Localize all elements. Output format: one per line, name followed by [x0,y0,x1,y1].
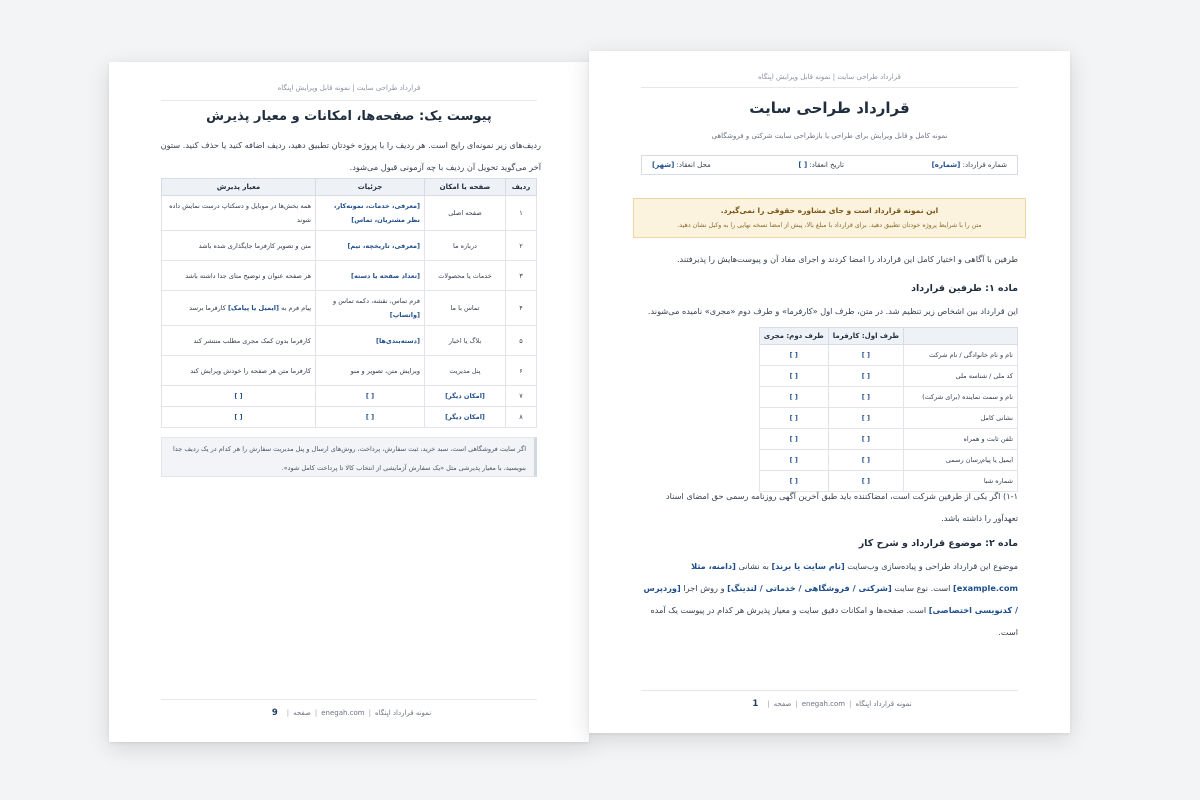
page-footer [589,699,1070,709]
warning-title: این نمونه قرارداد است و جای مشاوره حقوقی را نمی‌گیرد. [720,206,939,215]
col-header-criteria: معیار پذیرش [162,179,316,196]
running-head: قرارداد طراحی سایت | نمونه قابل ویرایش ایِنگاه [277,84,421,92]
contractor-value: [ ] [759,429,828,450]
row-number: ۱ [506,196,537,231]
table-row [162,291,537,326]
footer-divider [641,690,1018,691]
row-details: [ ] [316,407,425,428]
field-label: کد ملی / شناسه ملی [904,366,1018,387]
row-number: ۸ [506,407,537,428]
features-table [161,178,537,428]
article-1-text: این قرارداد بین اشخاص زیر تنظیم شد. در متن، طرف اول «کارفرما» و طرف دوم «مجری» نامیده می‌شوند. [647,306,1018,316]
footer-separator: | [368,709,371,717]
footer-page-word: صفحه [773,700,792,708]
running-head: قرارداد طراحی سایت | نمونه قابل ویرایش ایِنگاه [758,73,901,81]
col-header-row-number: ردیف [506,179,537,196]
table-row [162,356,537,386]
page-number: 9 [271,708,278,718]
contract-date [798,161,844,169]
contract-date-label: تاریخ انعقاد: [809,161,844,169]
contractor-value: [ ] [759,387,828,408]
row-criteria: متن و تصویر کارفرما جایگذاری شده باشد [162,231,316,261]
field-label: نام و سمت نماینده (برای شرکت) [904,387,1018,408]
row-item: خدمات یا محصولات [425,261,506,291]
contractor-value: [ ] [759,471,828,492]
contract-number-label: شماره قرارداد: [962,161,1007,169]
contract-number [932,161,1007,169]
row-criteria: هر صفحه عنوان و توضیح متای جدا داشته باشد [162,261,316,291]
col-header-page: صفحه یا امکان [425,179,506,196]
details-placeholder: [واتساپ] [389,311,420,319]
row-item: [امکان دیگر] [425,386,506,407]
details-text: فرم تماس، نقشه، دکمه تماس و [333,297,420,305]
document-title: قرارداد طراحی سایت [749,99,910,117]
row-criteria: کارفرما متن هر صفحه را خودش ویرایش کند [162,356,316,386]
clause-1-1: ۱-۱) اگر یکی از طرفین شرکت است، امضاکننده باید طبق آخرین آگهی روزنامه رسمی حق امضای اسناد تعهدآور را داشته باشد. [666,491,1018,523]
row-details: ویرایش متن، تصویر و منو [316,356,425,386]
a2-text-4: و روش اجرا [683,583,725,593]
footer-brand: نمونه قرارداد ایِنگاه [375,709,432,717]
criteria-text-post: کارفرما برسد [189,304,226,312]
contractor-value: [ ] [759,450,828,471]
footer-page-word: صفحه [293,709,311,717]
table-row [759,387,1017,408]
row-item: صفحه اصلی [425,196,506,231]
criteria-text-pre: پیام فرم به [281,304,311,312]
row-details: [معرفی، تاریخچه، تیم] [316,231,425,261]
intro-paragraph: طرفین با آگاهی و اختیار کامل این قرارداد را امضا کردند و اجرای مفاد آن و پیوست‌هایش را پذیرفتند. [676,254,1018,264]
employer-value: [ ] [828,387,903,408]
field-label: شماره شبا [904,471,1018,492]
contract-place-label: محل انعقاد: [676,161,711,169]
row-number: ۶ [506,356,537,386]
contract-place-value: [شهر] [652,161,675,169]
table-row [759,429,1017,450]
row-item: پنل مدیریت [425,356,506,386]
employer-value: [ ] [828,450,903,471]
row-item: بلاگ یا اخبار [425,326,506,356]
header-divider [641,87,1018,88]
page-title: پیوست یک: صفحه‌ها، امکانات و معیار پذیرش [206,109,492,124]
row-criteria: کارفرما بدون کمک مجری مطلب منتشر کند [162,326,316,356]
table-header-row [759,328,1017,345]
table-row [759,450,1017,471]
field-label: نام و نام خانوادگی / نام شرکت [904,345,1018,366]
row-details: [دسته‌بندی‌ها] [316,326,425,356]
row-number: ۴ [506,291,537,326]
footer-brand: نمونه قرارداد ایِنگاه [855,700,912,708]
header-divider [161,100,537,101]
footer-site: enegah.com [321,709,365,717]
row-criteria: [ ] [162,407,316,428]
footer-separator: | [314,709,318,717]
table-row [162,326,537,356]
col-header-contractor: طرف دوم: مجری [759,328,828,345]
employer-value: [ ] [828,408,903,429]
table-row [162,196,537,231]
table-row [759,408,1017,429]
field-label: نشانی کامل [904,408,1018,429]
footer-separator: | [795,700,798,708]
article-2-text [641,555,1018,643]
document-subtitle: نمونه کامل و قابل ویرایش برای طراحی یا بازطراحی سایت شرکتی و فروشگاهی [711,132,948,140]
employer-value: [ ] [828,429,903,450]
a2-text-1: موضوع این قرارداد طراحی و پیاده‌سازی وب‌سایت [847,561,1018,571]
criteria-placeholder: [ایمیل یا پیامک] [227,304,279,312]
table-row [162,407,537,428]
site-type-placeholder: [شرکتی / فروشگاهی / خدماتی / لندینگ] [727,583,892,593]
row-criteria: همه بخش‌ها در موبایل و دسکتاپ درست نمایش داده شوند [162,196,316,231]
method-placeholder: [وردپرس / کدنویسی اختصاصی] [643,583,1018,615]
a2-text-3: است. نوع سایت [894,583,951,593]
table-row [162,231,537,261]
contract-meta-box [641,155,1018,175]
shop-note-box: اگر سایت فروشگاهی است، سبد خرید، ثبت سفارش، پرداخت، روش‌های ارسال و پنل مدیریت سفارش را هر کدام در یک ردیف جدا بنویسید، با معیار پذیرشی مثل «یک سفارش آزمایشی از انتخاب کالا تا پرداخت کامل شود». [161,437,537,477]
row-details: [ ] [316,386,425,407]
footer-site: enegah.com [801,700,846,708]
employer-value: [ ] [828,471,903,492]
table-header-row [162,179,537,196]
site-name-placeholder: [نام سایت یا برند] [771,561,845,571]
table-row [759,345,1017,366]
page-footer [109,708,589,718]
employer-value: [ ] [828,345,903,366]
contract-number-value: [شماره] [931,161,961,169]
footer-separator: | [286,709,290,717]
contract-place [652,161,711,169]
row-criteria [162,291,316,326]
footer-separator: | [767,700,770,708]
row-item: تماس با ما [425,291,506,326]
appendix-page [109,62,589,742]
row-details: [تعداد صفحه یا دسته] [316,261,425,291]
col-header-details: جزئیات [316,179,425,196]
table-row [162,261,537,291]
parties-table [759,327,1018,492]
row-details [316,291,425,326]
contractor-value: [ ] [759,408,828,429]
table-row [759,366,1017,387]
contractor-value: [ ] [759,345,828,366]
row-number: ۵ [506,326,537,356]
contractor-value: [ ] [759,366,828,387]
contract-date-value: [ ] [798,161,808,169]
col-header-employer: طرف اول: کارفرما [828,328,903,345]
row-number: ۲ [506,231,537,261]
page-number: 1 [752,699,759,709]
field-label: تلفن ثابت و همراه [904,429,1018,450]
row-number: ۳ [506,261,537,291]
employer-value: [ ] [828,366,903,387]
contract-first-page [589,51,1070,733]
row-number: ۷ [506,386,537,407]
intro-paragraph: ردیف‌های زیر نمونه‌ای رایج است. هر ردیف را با پروژه خودتان تطبیق دهید، ردیف اضافه کنید یا حذف کنید. ستون آخر می‌گوید تحویل آن ردیف با چه آزمونی قبول می‌شود. [160,140,541,172]
a2-text-5: است. صفحه‌ها و امکانات دقیق سایت و معیار پذیرش هر کدام در پیوست یک آمده است. [650,605,1018,637]
row-item: درباره ما [425,231,506,261]
domain-placeholder: [دامنه، مثلا example.com] [691,561,1018,593]
field-label: ایمیل یا پیام‌رسان رسمی [904,450,1018,471]
row-criteria: [ ] [162,386,316,407]
footer-divider [161,699,537,700]
article-2-heading: ماده ۲: موضوع قرارداد و شرح کار [858,538,1018,549]
legal-warning-box [633,198,1026,238]
table-row [162,386,537,407]
footer-separator: | [849,700,852,708]
row-details: [معرفی، خدمات، نمونه‌کار، نظر مشتریان، تماس] [316,196,425,231]
a2-text-2: به نشانی [738,561,769,571]
col-header-field [904,328,1018,345]
warning-text: متن را با شرایط پروژه خودتان تطبیق دهید. برای قرارداد با مبلغ بالا، پیش از امضا نسخه نهایی را به وکیل نشان دهید. [677,222,982,229]
article-1-heading: ماده ۱: طرفین قرارداد [911,283,1018,294]
row-item: [امکان دیگر] [425,407,506,428]
